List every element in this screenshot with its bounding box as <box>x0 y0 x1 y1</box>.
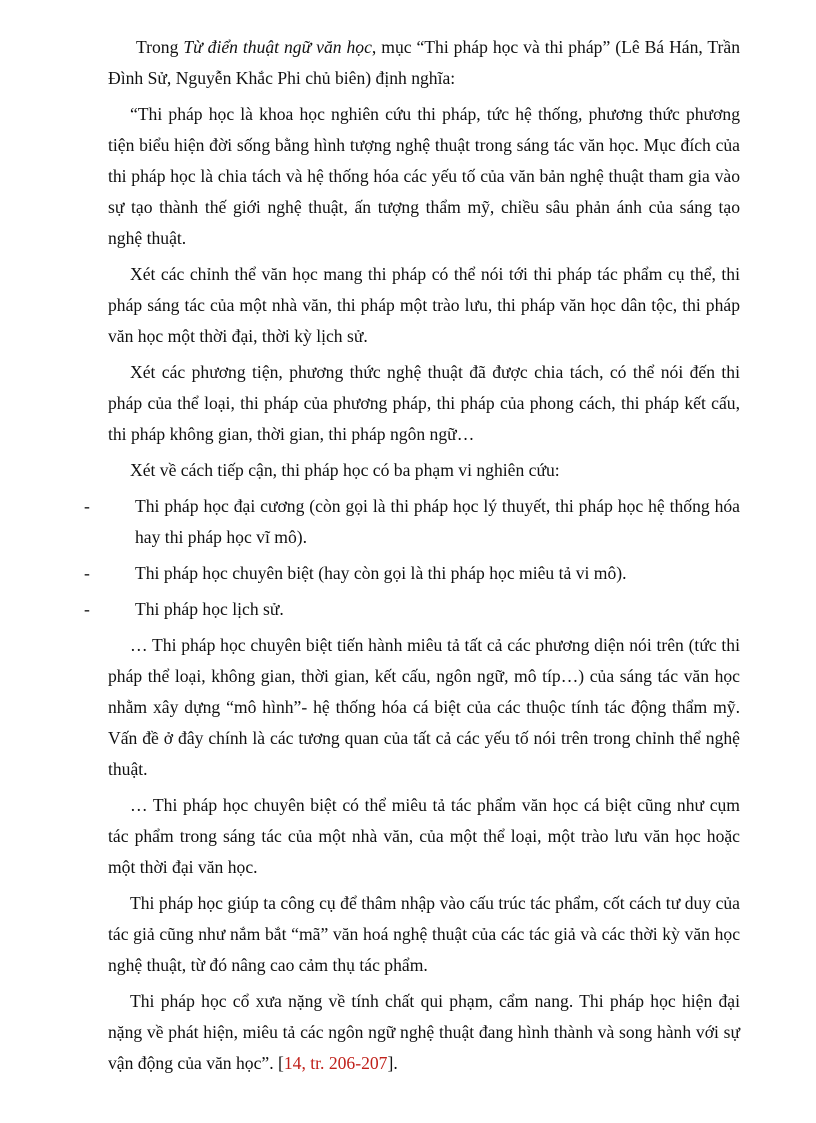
body-paragraph: … Thi pháp học chuyên biệt tiến hành miêu tả tất cả các phương diện nói trên (tức thi pháp thể loại, không gian, thời gian, kết cấu, ngôn ngữ, mô típ…) của sáng tác văn học nhằm xây dựng “mô hình”- hệ thống hóa cá biệt của các thuộc tính tác động thẩm mỹ. Vấn đề ở đây chính là các tương quan của tất cả các yếu tố nói trên trong chỉnh thể nghệ thuật. <box>108 635 740 779</box>
body-paragraph: Thi pháp học giúp ta công cụ để thâm nhập vào cấu trúc tác phẩm, cốt cách tư duy của tác giả cũng như nắm bắt “mã” văn hoá nghệ thuật của các tác giả và các thời kỳ văn học nghệ thuật, từ đó nâng cao cảm thụ tác phẩm. <box>108 893 740 975</box>
list-marker: - <box>84 496 90 516</box>
list-item <box>84 491 740 553</box>
final-paragraph <box>108 986 740 1079</box>
list-item-text: Thi pháp học đại cương (còn gọi là thi pháp học lý thuyết, thi pháp học hệ thống hóa hay thi pháp học vĩ mô). <box>135 496 740 547</box>
citation-link[interactable]: 14, tr. 206-207 <box>283 1053 388 1073</box>
list-item-text: Thi pháp học lịch sử. <box>135 599 284 619</box>
intro-before: Trong <box>136 37 184 57</box>
quote-paragraph: Xét về cách tiếp cận, thi pháp học có ba phạm vi nghiên cứu: <box>130 460 560 480</box>
list-marker: - <box>84 599 90 619</box>
book-title: Từ điển thuật ngữ văn học <box>183 37 372 57</box>
intro-after: , mục “Thi pháp học và thi pháp” (Lê Bá Hán, Trần Đình Sử, Nguyễn Khắc Phi chủ biên) định nghĩa: <box>108 37 740 88</box>
list-item <box>84 558 740 589</box>
quote-paragraph: Xét các phương tiện, phương thức nghệ thuật đã được chia tách, có thể nói đến thi pháp của thể loại, thi pháp của phương pháp, thi pháp của phong cách, thi pháp kết cấu, thi pháp không gian, thời gian, thi pháp ngôn ngữ… <box>108 362 740 444</box>
quote-paragraph: Xét các chỉnh thể văn học mang thi pháp có thể nói tới thi pháp tác phẩm cụ thể, thi pháp sáng tác của một nhà văn, thi pháp một trào lưu, thi pháp văn học dân tộc, thi pháp văn học một thời đại, thời kỳ lịch sử. <box>108 264 740 346</box>
document-page <box>84 32 740 1084</box>
list-marker: - <box>84 563 90 583</box>
quote-paragraph: “Thi pháp học là khoa học nghiên cứu thi pháp, tức hệ thống, phương thức phương tiện biểu hiện đời sống bằng hình tượng nghệ thuật trong sáng tác văn học. Mục đích của thi pháp học là chia tách và hệ thống hóa các yếu tố của văn bản nghệ thuật tham gia vào sự tạo thành thế giới nghệ thuật, ấn tượng thẩm mỹ, chiều sâu phản ánh của sáng tạo nghệ thuật. <box>108 104 740 248</box>
list-item-text: Thi pháp học chuyên biệt (hay còn gọi là thi pháp học miêu tả vi mô). <box>135 563 627 583</box>
intro-paragraph <box>108 32 740 94</box>
list-item <box>84 594 740 625</box>
final-paragraph-end: ]. <box>387 1053 398 1073</box>
final-paragraph-text: Thi pháp học cổ xưa nặng về tính chất qui phạm, cẩm nang. Thi pháp học hiện đại nặng về phát hiện, miêu tả các ngôn ngữ nghệ thuật đang hình thành và song hành với sự vận động của văn học”. [ <box>108 991 740 1073</box>
body-paragraph: … Thi pháp học chuyên biệt có thể miêu tả tác phẩm văn học cá biệt cũng như cụm tác phẩm trong sáng tác của một nhà văn, của một thể loại, một trào lưu văn học hoặc một thời đại văn học. <box>108 795 740 877</box>
